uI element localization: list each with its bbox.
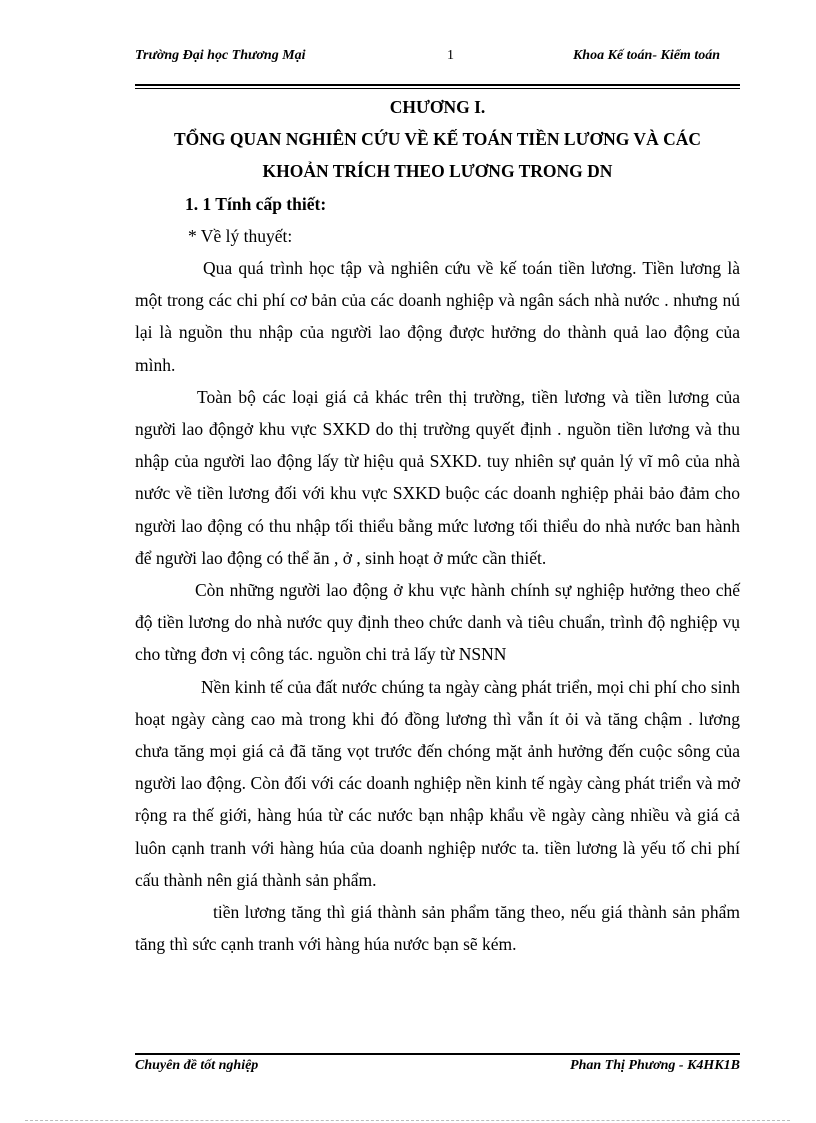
chapter-title-line1: TỔNG QUAN NGHIÊN CỨU VỀ KẾ TOÁN TIỀN LƯƠNG VÀ CÁC bbox=[173, 129, 702, 150]
paragraph-3: Còn những người lao động ở khu vực hành chính sự nghiệp hưởng theo chế độ tiền lương do nhà nước quy định theo chức danh và tiêu chuẩn, trình độ nghiệp vụ cho từng đơn vị công tác. nguồn chi trả lấy từ NSNN bbox=[135, 580, 740, 665]
footer-thesis-type: Chuyên đề tốt nghiệp bbox=[135, 1058, 259, 1073]
paragraph-1: Qua quá trình học tập và nghiên cứu về kế toán tiền lương. Tiền lương là một trong các chi phí cơ bản của các doanh nghiệp và ngân sách nhà nước . nhưng nú lại là nguồn thu nhập của người lao động được hưởng do thành quả lao động của mình. bbox=[135, 258, 740, 375]
header-rule-thin bbox=[135, 88, 740, 89]
paragraph-4: Nền kinh tế của đất nước chúng ta ngày càng phát triển, mọi chi phí cho sinh hoạt ngày càng cao mà trong khi đó đồng lương thì vẫn ít ỏi và tăng chậm . lương chưa tăng mọi giá cả đã tăng vọt trước đến chóng mặt ảnh hưởng đến cuộc sông của người lao động. Còn đối với các doanh nghiệp nền kinh tế ngày càng phát triển và mở rộng ra thế giới, hàng húa từ các nước bạn nhập khẩu về ngày càng nhiều và giá cả luôn cạnh tranh với hàng húa của doanh nghiệp nước ta. tiền lương là yếu tố chi phí cấu thành nên giá thành sản phẩm. bbox=[135, 676, 740, 890]
paragraph-5: tiền lương tăng thì giá thành sản phẩm tăng theo, nếu giá thành sản phẩm tăng thì sức cạnh tranh với hàng húa nước bạn sẽ kém. bbox=[135, 902, 740, 955]
page-header bbox=[135, 48, 740, 70]
header-department: Khoa Kế toán- Kiểm toán bbox=[572, 48, 720, 63]
footer-author: Phan Thị Phương - K4HK1B bbox=[570, 1058, 740, 1073]
section-heading: 1. 1 Tính cấp thiết: bbox=[185, 193, 327, 214]
header-page-number: 1 bbox=[447, 48, 454, 63]
page-footer bbox=[135, 1058, 740, 1078]
header-school: Trường Đại học Thương Mại bbox=[135, 48, 306, 63]
bullet-theory: * Về lý thuyết: bbox=[188, 225, 293, 246]
chapter-title-line2: KHOẢN TRÍCH THEO LƯƠNG TRONG DN bbox=[262, 161, 613, 182]
document-body bbox=[135, 91, 740, 960]
footer-rule bbox=[135, 1053, 740, 1055]
page-edge-divider bbox=[25, 1120, 790, 1121]
chapter-label: CHƯƠNG I. bbox=[389, 97, 486, 117]
paragraph-2: Toàn bộ các loại giá cả khác trên thị trường, tiền lương và tiền lương của người lao độngở khu vực SXKD do thị trường quyết định . nguồn tiền lương và thu nhập của người lao động lấy từ hiệu quả SXKD. tuy nhiên sự quản lý vĩ mô của nhà nước về tiền lương đối với khu vực SXKD buộc các doanh nghiệp phải bảo đảm cho người lao động có thu nhập tối thiểu bằng mức lương tối thiểu do nhà nước ban hành để người lao động có thể ăn , ở , sinh hoạt ở mức cần thiết. bbox=[135, 386, 740, 568]
header-rule-thick bbox=[135, 84, 740, 86]
